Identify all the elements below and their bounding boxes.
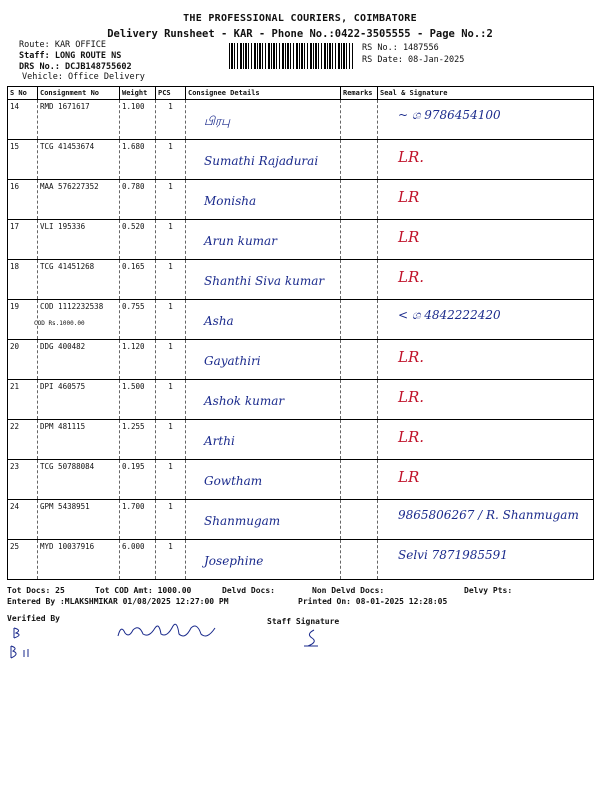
consignment-number: DPI 460575 — [40, 382, 86, 391]
weight: 0.755 — [120, 300, 156, 340]
seal-cell — [378, 140, 594, 180]
seal-cell — [378, 260, 594, 300]
pieces: 1 — [156, 220, 186, 260]
route-label: Route: KAR OFFICE — [19, 40, 106, 50]
weight: 1.100 — [120, 100, 156, 140]
pieces: 1 — [156, 260, 186, 300]
table-header — [8, 87, 594, 100]
table-row — [8, 380, 594, 420]
seal-signature: 9865806267 / R. Shanmugam — [398, 508, 579, 522]
remarks-cell — [341, 220, 378, 260]
rs-date: RS Date: 08-Jan-2025 — [362, 55, 465, 65]
col-seal-signature: Seal & Signature — [378, 87, 594, 100]
seal-signature: LR. — [398, 268, 425, 286]
consignee-name: Shanmugam — [204, 514, 281, 528]
serial-number: 21 — [8, 380, 38, 420]
seal-signature: LR — [398, 228, 420, 246]
consignee-cell — [186, 220, 341, 260]
consignment-cell — [38, 420, 120, 460]
weight: 1.680 — [120, 140, 156, 180]
consignment-number: DPM 481115 — [40, 422, 86, 431]
consignee-name: Gowtham — [204, 474, 263, 488]
serial-number: 17 — [8, 220, 38, 260]
barcode — [229, 43, 353, 69]
remarks-cell — [341, 300, 378, 340]
col-remarks: Remarks — [341, 87, 378, 100]
seal-cell — [378, 380, 594, 420]
table-row — [8, 220, 594, 260]
serial-number: 23 — [8, 460, 38, 500]
consignee-cell — [186, 420, 341, 460]
col-consignee: Consignee Details — [186, 87, 341, 100]
consignee-name: Josephine — [204, 554, 264, 568]
consignment-number: VLI 195336 — [40, 222, 86, 231]
weight: 0.780 — [120, 180, 156, 220]
remarks-cell — [341, 380, 378, 420]
serial-number: 20 — [8, 340, 38, 380]
table-row — [8, 260, 594, 300]
seal-signature: LR. — [398, 148, 425, 166]
remarks-cell — [341, 460, 378, 500]
consignment-number: GPM 5438951 — [40, 502, 90, 511]
serial-number: 18 — [8, 260, 38, 300]
total-cod-amount: Tot COD Amt: 1000.00 — [95, 586, 192, 595]
pieces: 1 — [156, 380, 186, 420]
vehicle-label: Vehicle: Office Delivery — [22, 72, 145, 82]
total-docs: Tot Docs: 25 — [7, 586, 65, 595]
serial-number: 25 — [8, 540, 38, 580]
weight: 6.000 — [120, 540, 156, 580]
consignment-cell — [38, 100, 120, 140]
consignee-name: Ashok kumar — [204, 394, 285, 408]
staff-signature-label: Staff Signature — [267, 617, 340, 626]
seal-cell — [378, 500, 594, 540]
seal-cell — [378, 540, 594, 580]
consignee-name: Gayathiri — [204, 354, 261, 368]
seal-cell — [378, 300, 594, 340]
seal-signature: LR — [398, 468, 420, 486]
staff-label: Staff: LONG ROUTE NS — [19, 51, 122, 61]
verifier-initials — [8, 622, 38, 660]
seal-cell — [378, 460, 594, 500]
weight: 1.500 — [120, 380, 156, 420]
weight: 0.520 — [120, 220, 156, 260]
pieces: 1 — [156, 300, 186, 340]
consignment-number: MAA 576227352 — [40, 182, 99, 191]
consignee-cell — [186, 500, 341, 540]
consignee-cell — [186, 340, 341, 380]
consignment-number: TCG 41453674 — [40, 142, 95, 151]
seal-cell — [378, 420, 594, 460]
consignee-cell — [186, 540, 341, 580]
col-sno: S No — [8, 87, 38, 100]
col-pcs: PCS — [156, 87, 186, 100]
consignment-number: DDG 400482 — [40, 342, 86, 351]
consignee-name: Arthi — [204, 434, 235, 448]
seal-signature: ~ ශ 9786454100 — [398, 108, 501, 122]
consignment-number: COD 1112232538 — [40, 302, 104, 311]
pieces: 1 — [156, 420, 186, 460]
consignee-cell — [186, 180, 341, 220]
consignee-cell — [186, 260, 341, 300]
non-delivered-docs: Non Delvd Docs: — [312, 586, 385, 595]
remarks-cell — [341, 100, 378, 140]
consignee-cell — [186, 100, 341, 140]
pieces: 1 — [156, 500, 186, 540]
remarks-cell — [341, 540, 378, 580]
table-row — [8, 540, 594, 580]
weight: 1.700 — [120, 500, 156, 540]
table-row — [8, 180, 594, 220]
consignment-cell — [38, 140, 120, 180]
col-weight: Weight — [120, 87, 156, 100]
consignee-name: Asha — [204, 314, 234, 328]
verifier-signature — [115, 618, 225, 644]
serial-number: 19 — [8, 300, 38, 340]
seal-cell — [378, 340, 594, 380]
table-row — [8, 100, 594, 140]
verified-by-label: Verified By — [7, 614, 60, 623]
consignment-cell — [38, 380, 120, 420]
pieces: 1 — [156, 540, 186, 580]
runsheet-title: Delivery Runsheet - KAR - Phone No.:0422-3505555 - Page No.:2 — [107, 28, 493, 40]
table-row — [8, 460, 594, 500]
cod-amount: COD Rs.1000.00 — [34, 320, 85, 327]
table-row — [8, 300, 594, 340]
consignment-number: RMD 1671617 — [40, 102, 90, 111]
runsheet-table — [7, 86, 594, 580]
consignment-number: TCG 50788084 — [40, 462, 95, 471]
col-consignment: Consignment No — [38, 87, 120, 100]
remarks-cell — [341, 420, 378, 460]
serial-number: 14 — [8, 100, 38, 140]
consignee-name: Sumathi Rajadurai — [204, 154, 319, 168]
pieces: 1 — [156, 140, 186, 180]
serial-number: 16 — [8, 180, 38, 220]
consignee-cell — [186, 140, 341, 180]
consignee-name: பிரபு — [204, 114, 231, 128]
seal-signature: Selvi 7871985591 — [398, 548, 508, 562]
serial-number: 22 — [8, 420, 38, 460]
entered-by: Entered By :MLAKSHMIKAR 01/08/2025 12:27:00 PM — [7, 597, 229, 606]
staff-signature-mark — [300, 626, 324, 650]
consignee-cell — [186, 300, 341, 340]
weight: 0.165 — [120, 260, 156, 300]
consignee-name: Arun kumar — [204, 234, 277, 248]
seal-signature: LR. — [398, 428, 425, 446]
pieces: 1 — [156, 100, 186, 140]
printed-on: Printed On: 08-01-2025 12:28:05 — [298, 597, 448, 606]
seal-cell — [378, 220, 594, 260]
delivery-points: Delvy Pts: — [464, 586, 513, 595]
consignment-cell — [38, 260, 120, 300]
table-row — [8, 420, 594, 460]
consignment-cell — [38, 220, 120, 260]
seal-cell — [378, 100, 594, 140]
pieces: 1 — [156, 460, 186, 500]
remarks-cell — [341, 140, 378, 180]
drs-number: DRS No.: DCJB148755602 — [19, 62, 132, 72]
consignment-cell — [38, 340, 120, 380]
table-row — [8, 140, 594, 180]
consignment-cell — [38, 500, 120, 540]
consignee-cell — [186, 380, 341, 420]
weight: 0.195 — [120, 460, 156, 500]
consignment-cell — [38, 460, 120, 500]
company-name: THE PROFESSIONAL COURIERS, COIMBATORE — [183, 13, 417, 24]
rs-number: RS No.: 1487556 — [362, 43, 439, 53]
weight: 1.255 — [120, 420, 156, 460]
consignee-name: Shanthi Siva kumar — [204, 274, 325, 288]
consignment-cell — [38, 180, 120, 220]
consignment-cell — [38, 540, 120, 580]
serial-number: 24 — [8, 500, 38, 540]
pieces: 1 — [156, 340, 186, 380]
remarks-cell — [341, 340, 378, 380]
consignment-number: MYD 10037916 — [40, 542, 95, 551]
table-row — [8, 340, 594, 380]
remarks-cell — [341, 500, 378, 540]
delivered-docs: Delvd Docs: — [222, 586, 275, 595]
weight: 1.120 — [120, 340, 156, 380]
pieces: 1 — [156, 180, 186, 220]
table-row — [8, 500, 594, 540]
consignment-number: TCG 41451268 — [40, 262, 95, 271]
seal-signature: LR. — [398, 348, 425, 366]
serial-number: 15 — [8, 140, 38, 180]
seal-signature: < ශ 4842222420 — [398, 308, 501, 322]
seal-cell — [378, 180, 594, 220]
consignee-name: Monisha — [204, 194, 257, 208]
seal-signature: LR — [398, 188, 420, 206]
remarks-cell — [341, 180, 378, 220]
consignee-cell — [186, 460, 341, 500]
remarks-cell — [341, 260, 378, 300]
consignment-cell — [34, 300, 120, 340]
seal-signature: LR. — [398, 388, 425, 406]
